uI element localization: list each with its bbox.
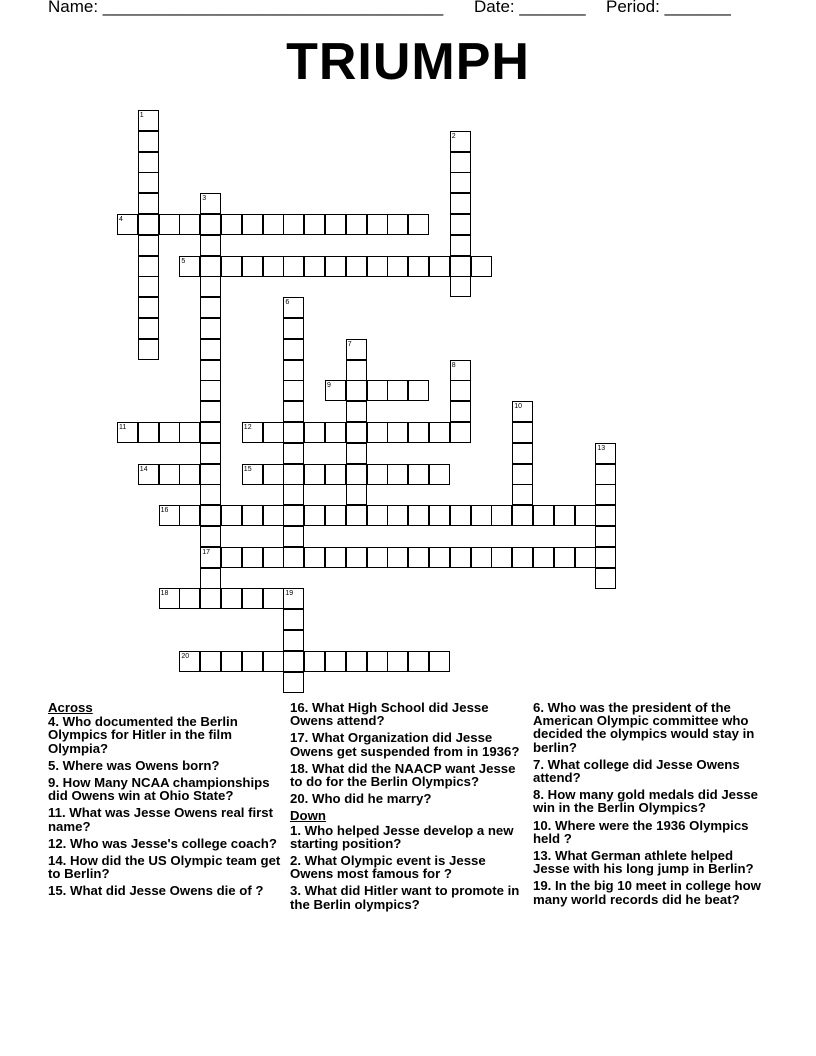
clue-item (533, 819, 769, 845)
grid-cell[interactable] (283, 651, 304, 672)
clue-number: 2 (451, 132, 456, 140)
grid-cell[interactable] (533, 547, 554, 568)
grid-cell[interactable] (429, 256, 450, 277)
grid-cell[interactable] (221, 214, 242, 235)
clue-item (290, 792, 530, 805)
grid-cell[interactable] (179, 464, 200, 485)
clue-label: 9. (48, 775, 59, 791)
grid-cell[interactable] (200, 193, 221, 214)
grid-cell[interactable] (387, 214, 408, 235)
grid-cell[interactable] (179, 214, 200, 235)
grid-cell[interactable] (138, 235, 159, 256)
grid-cell[interactable] (200, 380, 221, 401)
clue-number: 6 (285, 299, 290, 307)
grid-cell[interactable] (429, 547, 450, 568)
grid-cell[interactable] (408, 256, 429, 277)
clue-item (290, 731, 530, 757)
clue-text: What did Jesse Owens die of ? (66, 883, 264, 899)
grid-cell[interactable] (242, 422, 263, 443)
grid-cell[interactable] (263, 464, 284, 485)
grid-cell[interactable] (138, 152, 159, 173)
clue-text: What did the NAACP want Jesse to do for the Berlin Olympics? (290, 760, 516, 790)
grid-cell[interactable] (200, 526, 221, 547)
clue-text: What did Hitler want to promote in the Berlin olympics? (290, 883, 520, 912)
clue-text: Who was Jesse's college coach? (66, 835, 277, 851)
clue-text: What Organization did Jesse Owens get suspended from in 1936? (290, 730, 520, 759)
clue-text: Who was the president of the American Olympic committee who decided the olympics would stay in berlin? (533, 700, 755, 755)
clue-number: 20 (181, 652, 190, 660)
clue-label: 7. (533, 756, 544, 772)
clue-label: 17. (290, 730, 309, 746)
clue-label: 2. (290, 853, 301, 869)
grid-cell[interactable] (595, 526, 616, 547)
grid-cell[interactable] (283, 339, 304, 360)
clues-column-3 (533, 701, 769, 910)
grid-cell[interactable] (242, 588, 263, 609)
clue-label: 1. (290, 822, 301, 838)
clue-number: 5 (181, 257, 186, 265)
grid-cell[interactable] (242, 256, 263, 277)
grid-cell[interactable] (283, 526, 304, 547)
grid-cell[interactable] (346, 422, 367, 443)
grid-cell[interactable] (263, 505, 284, 526)
clue-item (533, 758, 769, 784)
clue-number: 16 (160, 507, 169, 515)
grid-cell[interactable] (283, 609, 304, 630)
grid-cell[interactable] (595, 547, 616, 568)
grid-cell[interactable] (471, 256, 492, 277)
grid-cell[interactable] (200, 276, 221, 297)
grid-cell[interactable] (200, 651, 221, 672)
grid-cell[interactable] (408, 651, 429, 672)
grid-cell[interactable] (283, 360, 304, 381)
clue-number: 4 (119, 216, 123, 223)
clue-text: What college did Jesse Owens attend? (533, 756, 740, 786)
grid-cell[interactable] (450, 256, 471, 277)
grid-cell[interactable] (450, 276, 471, 297)
clue-number: 13 (597, 444, 606, 452)
grid-cell[interactable] (429, 505, 450, 526)
grid-cell[interactable] (138, 256, 159, 277)
clue-item (533, 701, 769, 754)
grid-cell[interactable] (450, 172, 471, 193)
clue-label: 4. (48, 714, 59, 730)
grid-cell[interactable] (387, 256, 408, 277)
clue-label: 20. (290, 791, 309, 807)
grid-cell[interactable] (387, 464, 408, 485)
grid-cell[interactable] (595, 443, 616, 464)
grid-cell[interactable] (283, 547, 304, 568)
grid-cell[interactable] (179, 256, 200, 277)
grid-cell[interactable] (450, 360, 471, 381)
clue-label: 15. (48, 883, 67, 899)
grid-cell[interactable] (304, 214, 325, 235)
grid-cell[interactable] (283, 630, 304, 651)
clue-number: 15 (243, 465, 252, 473)
clue-item (533, 849, 769, 875)
clue-text: Who documented the Berlin Olympics for Hitler in the film Olympia? (48, 714, 238, 756)
grid-cell[interactable] (138, 193, 159, 214)
grid-cell[interactable] (512, 484, 533, 505)
grid-cell[interactable] (575, 505, 596, 526)
grid-cell[interactable] (325, 380, 346, 401)
clue-item (533, 788, 769, 814)
grid-cell[interactable] (325, 422, 346, 443)
grid-cell[interactable] (263, 214, 284, 235)
clue-item (48, 715, 284, 755)
clue-number: 18 (160, 590, 169, 598)
clue-item (48, 759, 284, 772)
grid-cell[interactable] (450, 131, 471, 152)
clue-label: 5. (48, 757, 59, 773)
grid-cell[interactable] (283, 672, 304, 693)
grid-cell[interactable] (387, 422, 408, 443)
grid-cell[interactable] (346, 360, 367, 381)
clue-item (290, 884, 530, 910)
grid-cell[interactable] (346, 651, 367, 672)
grid-cell[interactable] (283, 401, 304, 422)
grid-cell[interactable] (408, 380, 429, 401)
grid-cell[interactable] (595, 505, 616, 526)
grid-cell[interactable] (221, 547, 242, 568)
grid-cell[interactable] (263, 651, 284, 672)
grid-cell[interactable] (429, 464, 450, 485)
clue-item (290, 762, 530, 788)
grid-cell[interactable] (138, 131, 159, 152)
grid-cell[interactable] (159, 422, 180, 443)
grid-cell[interactable] (346, 401, 367, 422)
grid-cell[interactable] (325, 505, 346, 526)
grid-cell[interactable] (200, 588, 221, 609)
grid-cell[interactable] (200, 339, 221, 360)
clue-text: How did the US Olympic team get to Berlin? (48, 853, 281, 882)
clue-item (533, 879, 769, 905)
grid-cell[interactable] (283, 588, 304, 609)
grid-cell[interactable] (179, 505, 200, 526)
grid-cell[interactable] (325, 651, 346, 672)
grid-cell[interactable] (346, 214, 367, 235)
grid-cell[interactable] (450, 193, 471, 214)
grid-cell[interactable] (138, 339, 159, 360)
worksheet-header (48, 0, 768, 21)
grid-cell[interactable] (325, 464, 346, 485)
grid-cell[interactable] (512, 401, 533, 422)
grid-cell[interactable] (200, 547, 221, 568)
clue-item (48, 884, 284, 897)
grid-cell[interactable] (346, 484, 367, 505)
grid-cell[interactable] (512, 505, 533, 526)
grid-cell[interactable] (450, 422, 471, 443)
grid-cell[interactable] (408, 547, 429, 568)
clue-text: How Many NCAA championships did Owens win at Ohio State? (48, 775, 270, 804)
grid-cell[interactable] (367, 380, 388, 401)
clue-label: 8. (533, 787, 544, 803)
grid-cell[interactable] (408, 505, 429, 526)
grid-cell[interactable] (408, 214, 429, 235)
grid-cell[interactable] (429, 651, 450, 672)
clue-item (290, 854, 530, 880)
clue-number: 12 (243, 424, 252, 431)
grid-cell[interactable] (200, 505, 221, 526)
grid-cell[interactable] (325, 256, 346, 277)
grid-cell[interactable] (554, 505, 575, 526)
grid-cell[interactable] (450, 235, 471, 256)
grid-cell[interactable] (491, 505, 512, 526)
grid-cell[interactable] (200, 464, 221, 485)
grid-cell[interactable] (263, 547, 284, 568)
grid-cell[interactable] (283, 505, 304, 526)
grid-cell[interactable] (179, 422, 200, 443)
grid-cell[interactable] (346, 547, 367, 568)
clue-label: 6. (533, 700, 544, 715)
clue-text: In the big 10 meet in college how many world records did he beat? (533, 878, 761, 907)
grid-cell[interactable] (387, 380, 408, 401)
grid-cell[interactable] (450, 152, 471, 173)
grid-cell[interactable] (242, 651, 263, 672)
grid-cell[interactable] (325, 214, 346, 235)
grid-cell[interactable] (471, 547, 492, 568)
grid-cell[interactable] (283, 464, 304, 485)
grid-cell[interactable] (533, 505, 554, 526)
down-heading: Down (290, 808, 326, 824)
grid-cell[interactable] (200, 256, 221, 277)
clue-text: Who helped Jesse develop a new starting position? (290, 822, 514, 851)
grid-cell[interactable] (159, 214, 180, 235)
grid-cell[interactable] (471, 505, 492, 526)
grid-cell[interactable] (138, 214, 159, 235)
grid-cell[interactable] (221, 505, 242, 526)
clue-text: What was Jesse Owens real first name? (48, 805, 274, 834)
period-field[interactable]: Period: _______ (606, 0, 731, 16)
grid-cell[interactable] (346, 443, 367, 464)
clue-number: 1 (139, 112, 144, 119)
grid-cell[interactable] (450, 505, 471, 526)
grid-cell[interactable] (346, 339, 367, 360)
grid-cell[interactable] (179, 588, 200, 609)
grid-cell[interactable] (242, 505, 263, 526)
clue-number: 9 (327, 382, 331, 390)
grid-cell[interactable] (387, 547, 408, 568)
clue-label: 19. (533, 878, 552, 894)
clue-text: What Olympic event is Jesse Owens most famous for ? (290, 853, 486, 882)
grid-cell[interactable] (367, 214, 388, 235)
grid-cell[interactable] (117, 422, 138, 443)
grid-cell[interactable] (450, 380, 471, 401)
clues-column-1 (48, 701, 284, 902)
clue-item (48, 776, 284, 802)
date-field[interactable]: Date: _______ (474, 0, 586, 16)
clue-text: Where was Owens born? (59, 757, 220, 773)
grid-cell[interactable] (408, 422, 429, 443)
grid-cell[interactable] (242, 547, 263, 568)
clue-label: 3. (290, 883, 301, 899)
grid-cell[interactable] (283, 256, 304, 277)
grid-cell[interactable] (200, 214, 221, 235)
grid-cell[interactable] (117, 214, 138, 235)
grid-cell[interactable] (200, 401, 221, 422)
grid-cell[interactable] (200, 568, 221, 589)
grid-cell[interactable] (512, 464, 533, 485)
grid-cell[interactable] (283, 484, 304, 505)
grid-cell[interactable] (387, 651, 408, 672)
clue-label: 11. (48, 805, 66, 821)
grid-cell[interactable] (221, 256, 242, 277)
grid-cell[interactable] (159, 588, 180, 609)
grid-cell[interactable] (304, 422, 325, 443)
grid-cell[interactable] (595, 464, 616, 485)
grid-cell[interactable] (429, 422, 450, 443)
grid-cell[interactable] (138, 464, 159, 485)
grid-cell[interactable] (221, 588, 242, 609)
clue-number: 3 (202, 195, 207, 203)
grid-cell[interactable] (138, 422, 159, 443)
grid-cell[interactable] (263, 256, 284, 277)
clue-text: How many gold medals did Jesse win in the Berlin Olympics? (533, 787, 758, 816)
clue-number: 11 (119, 424, 127, 431)
clue-text: What German athlete helped Jesse with his long jump in Berlin? (533, 848, 754, 877)
clue-label: 12. (48, 835, 67, 851)
grid-cell[interactable] (138, 318, 159, 339)
grid-cell[interactable] (512, 443, 533, 464)
clue-item (48, 837, 284, 850)
clue-item (290, 824, 530, 850)
clue-item (290, 701, 530, 727)
clue-item (48, 806, 284, 832)
grid-cell[interactable] (367, 256, 388, 277)
grid-cell[interactable] (263, 422, 284, 443)
grid-cell[interactable] (200, 235, 221, 256)
grid-cell[interactable] (367, 464, 388, 485)
grid-cell[interactable] (512, 547, 533, 568)
grid-cell[interactable] (367, 547, 388, 568)
grid-cell[interactable] (200, 360, 221, 381)
grid-cell[interactable] (367, 651, 388, 672)
grid-cell[interactable] (346, 464, 367, 485)
grid-cell[interactable] (387, 505, 408, 526)
clue-text: Who did he marry? (308, 791, 432, 807)
grid-cell[interactable] (283, 318, 304, 339)
clue-text: Where were the 1936 Olympics held ? (533, 817, 749, 846)
clue-item (48, 854, 284, 880)
clue-label: 13. (533, 848, 552, 864)
grid-cell[interactable] (304, 464, 325, 485)
grid-cell[interactable] (242, 214, 263, 235)
grid-cell[interactable] (138, 276, 159, 297)
grid-cell[interactable] (450, 214, 471, 235)
grid-cell[interactable] (221, 651, 242, 672)
grid-cell[interactable] (138, 172, 159, 193)
clues-column-2 (290, 701, 530, 915)
grid-cell[interactable] (450, 401, 471, 422)
grid-cell[interactable] (200, 318, 221, 339)
clue-number: 14 (139, 465, 148, 473)
grid-cell[interactable] (325, 547, 346, 568)
grid-cell[interactable] (283, 214, 304, 235)
grid-cell[interactable] (367, 505, 388, 526)
page-title: TRIUMPH (286, 33, 530, 91)
grid-cell[interactable] (304, 651, 325, 672)
grid-cell[interactable] (512, 422, 533, 443)
clue-label: 18. (290, 760, 309, 776)
across-heading: Across (48, 700, 93, 715)
grid-cell[interactable] (138, 110, 159, 131)
clue-label: 16. (290, 700, 309, 715)
grid-cell[interactable] (179, 651, 200, 672)
clue-text: What High School did Jesse Owens attend? (290, 700, 489, 729)
grid-cell[interactable] (138, 297, 159, 318)
grid-cell[interactable] (304, 505, 325, 526)
grid-cell[interactable] (283, 380, 304, 401)
grid-cell[interactable] (304, 256, 325, 277)
clue-number: 17 (202, 548, 210, 556)
grid-cell[interactable] (595, 568, 616, 589)
clue-number: 7 (347, 340, 352, 348)
clue-label: 10. (533, 817, 552, 833)
grid-cell[interactable] (554, 547, 575, 568)
grid-cell[interactable] (595, 484, 616, 505)
grid-cell[interactable] (200, 422, 221, 443)
clue-number: 10 (514, 403, 522, 411)
clue-number: 19 (285, 590, 294, 598)
grid-cell[interactable] (346, 380, 367, 401)
grid-cell[interactable] (200, 443, 221, 464)
grid-cell[interactable] (263, 588, 284, 609)
grid-cell[interactable] (575, 547, 596, 568)
grid-cell[interactable] (283, 443, 304, 464)
grid-cell[interactable] (408, 464, 429, 485)
grid-cell[interactable] (346, 256, 367, 277)
name-field[interactable]: Name: ____________________________________ (48, 0, 444, 16)
grid-cell[interactable] (200, 484, 221, 505)
clue-number: 8 (451, 361, 456, 369)
grid-cell[interactable] (159, 464, 180, 485)
grid-cell[interactable] (491, 547, 512, 568)
grid-cell[interactable] (200, 297, 221, 318)
grid-cell[interactable] (283, 422, 304, 443)
grid-cell[interactable] (367, 422, 388, 443)
grid-cell[interactable] (450, 547, 471, 568)
grid-cell[interactable] (346, 505, 367, 526)
grid-cell[interactable] (159, 505, 180, 526)
grid-cell[interactable] (304, 547, 325, 568)
grid-cell[interactable] (283, 297, 304, 318)
grid-cell[interactable] (242, 464, 263, 485)
clue-label: 14. (48, 853, 67, 869)
